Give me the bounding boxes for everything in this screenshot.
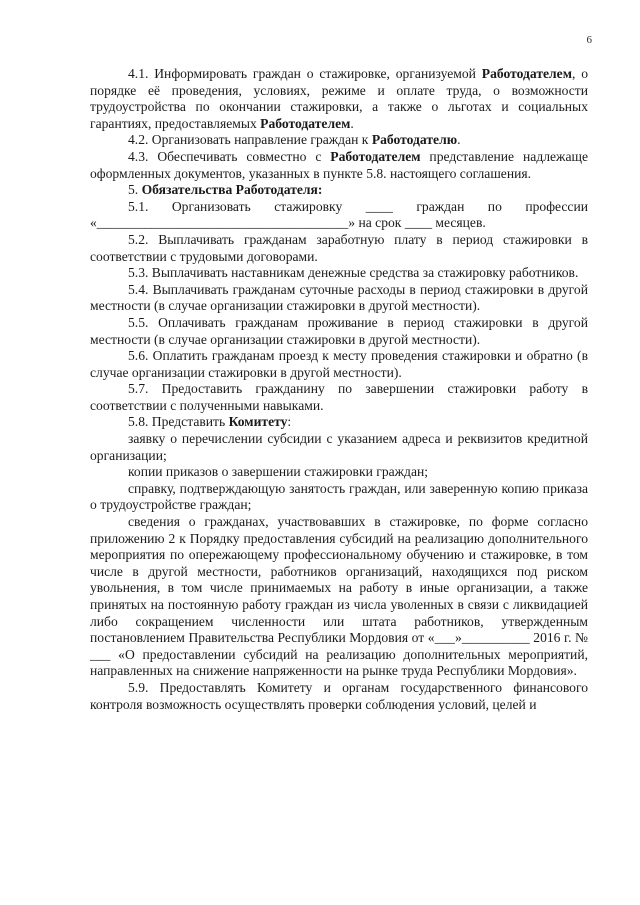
document-body <box>90 66 588 713</box>
bold-text: Работодателю <box>371 132 458 148</box>
paragraph <box>90 232 588 265</box>
paragraph <box>90 315 588 348</box>
paragraph <box>90 282 588 315</box>
bold-text: Обязательства Работодателя: <box>141 182 323 198</box>
bold-text: Работодателем <box>330 148 421 164</box>
text-span: 4.2. Организовать направление граждан к <box>128 132 372 148</box>
text-span: , о порядке её проведения, условиях, режиме и оплате труда, о возможности трудоустройства по окончании стажировки, а также о льготах и социальных гарантиях, предоставляемых <box>90 66 588 131</box>
paragraph <box>90 680 588 713</box>
paragraph <box>90 481 588 514</box>
paragraph <box>90 149 588 182</box>
text-span: 5.4. Выплачивать гражданам суточные расходы в период стажировки в другой местности (в случае организации стажировки в другой местности). <box>90 281 588 314</box>
text-span: копии приказов о завершении стажировки граждан; <box>128 464 429 480</box>
text-span: 5.6. Оплатить гражданам проезд к месту проведения стажировки и обратно (в случае организации стажировки в другой местности). <box>90 348 588 380</box>
paragraph <box>90 414 588 431</box>
text-span: : <box>287 414 292 430</box>
text-span: 5.7. Предоставить гражданину по завершении стажировки работу в соответствии с полученными навыками. <box>90 381 588 413</box>
text-span: . <box>350 115 354 131</box>
paragraph <box>90 182 588 199</box>
text-span: 5.3. Выплачивать наставникам денежные средства за стажировку работников. <box>128 265 579 281</box>
bold-text: Комитету <box>228 414 288 430</box>
paragraph <box>90 66 588 132</box>
text-span: заявку о перечислении субсидии с указанием адреса и реквизитов кредитной организации; <box>90 431 588 463</box>
text-span: 4.3. Обеспечивать совместно с <box>128 148 331 164</box>
bold-text: Работодателем <box>481 66 572 81</box>
paragraph <box>90 431 588 464</box>
paragraph <box>90 265 588 282</box>
bold-text: Работодателем <box>260 115 351 131</box>
text-span: 4.1. Информировать граждан о стажировке, организуемой <box>128 66 482 81</box>
text-span: 5.1. Организовать стажировку ____ граждан по профессии «_____________________________________» на срок ____ месяцев. <box>90 198 588 231</box>
text-span: справку, подтверждающую занятость граждан, или заверенную копию приказа о трудоустройстве граждан; <box>90 480 588 513</box>
text-span: 5.2. Выплачивать гражданам заработную плату в период стажировки в соответствии с трудовыми договорами. <box>90 231 588 264</box>
text-span: 5.9. Предоставлять Комитету и органам государственного финансового контроля возможность осуществлять проверки соблюдения условий, целей и <box>90 679 588 712</box>
paragraph <box>90 514 588 680</box>
text-span: представление надлежаще оформленных документов, указанных в пункте 5.8. настоящего соглашения. <box>90 148 588 181</box>
text-span: 5. <box>128 182 142 198</box>
paragraph <box>90 464 588 481</box>
text-span: 5.8. Представить <box>128 414 229 430</box>
paragraph <box>90 199 588 232</box>
text-span: 5.5. Оплачивать гражданам проживание в период стажировки в другой местности (в случае организации стажировки в другой местности). <box>90 314 588 347</box>
page-number: 6 <box>586 34 592 46</box>
paragraph <box>90 132 588 149</box>
text-span: сведения о гражданах, участвовавших в стажировке, по форме согласно приложению 2 к Порядку предоставления субсидий на реализацию дополнительного мероприятия по опережающему профессиональному обучению и стажировке, в том числе в другой местности, работников организаций, находящихся под риском увольнения, в том числе принимаемых на работу в иные организации, а также принятых на постоянную работу граждан из числа уволенных в связи с ликвидацией либо сокращением численности или штата работников, утвержденным постановлением Правительства Республики Мордовия от «___»__________ 2016 г. № ___ «О предоставлении субсидий на реализацию дополнительных мероприятий, направленных на снижение напряженности на рынке труда Республики Мордовия». <box>90 514 588 679</box>
text-span: . <box>457 132 461 148</box>
paragraph <box>90 381 588 414</box>
paragraph <box>90 348 588 381</box>
